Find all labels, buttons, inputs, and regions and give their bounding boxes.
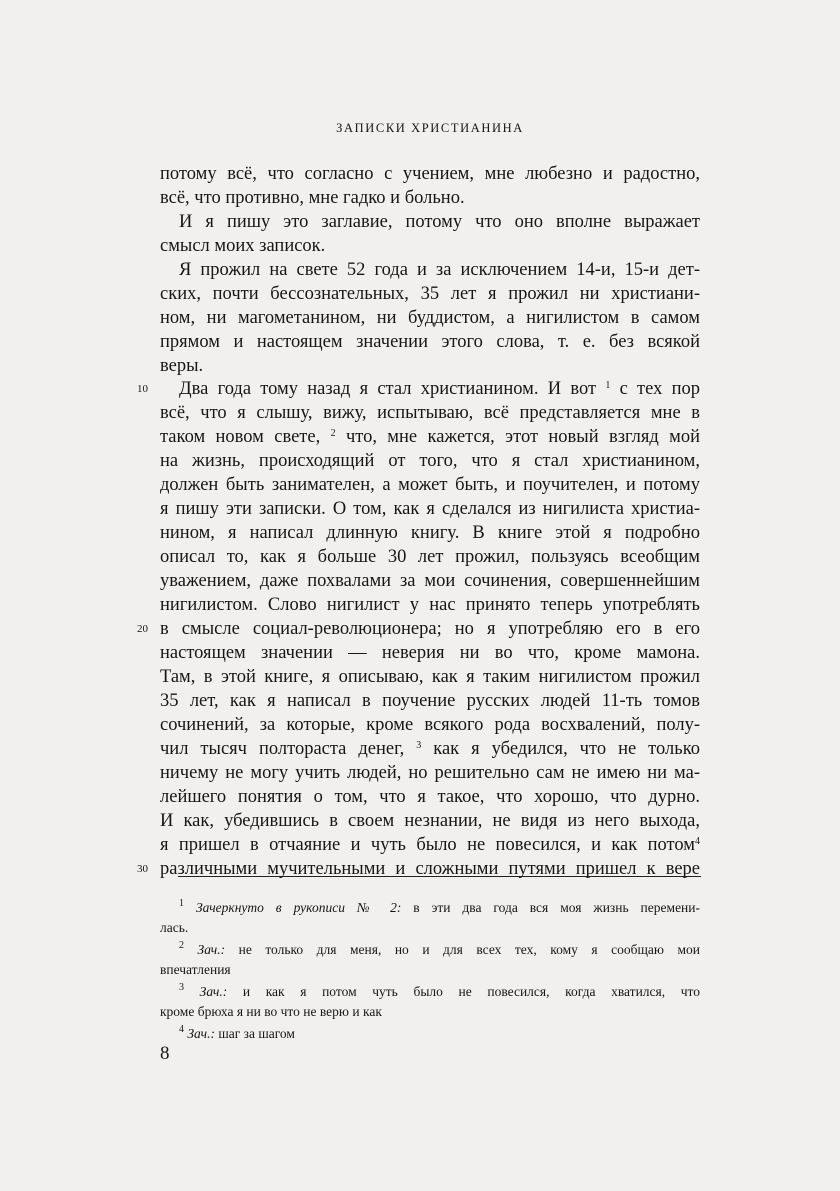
text-line: веры. — [160, 356, 204, 376]
line-number: 30 — [137, 863, 148, 875]
text-line: ских, почти бессознательных, 35 лет я прожил ни христиани- — [160, 284, 700, 304]
footnote-3-cont: кроме брюха я ни во что не верю и как — [160, 1004, 382, 1019]
text-line: на жизнь, происходящий от того, что я стал христианином, — [160, 451, 700, 471]
text-line: настоящем значении — неверия ни во что, кроме мамона. — [160, 643, 700, 663]
text-line: И я пишу это заглавие, потому что оно вполне выражает — [179, 212, 700, 232]
text-line: И как, убедившись в своем незнании, не видя из него выхода, — [160, 811, 700, 831]
line-number: 10 — [137, 383, 148, 395]
footnote-3: $^3$ Зач.: и как я потом чуть было не повесился, когда хватился, что — [179, 982, 700, 999]
text-line: я пришел в отчаяние и чуть было не повесился, и как потом$^4$ — [160, 835, 700, 855]
footnote-ref: 4 — [695, 836, 700, 847]
text-line: Два года тому назад я стал христианином. И вот $^1$ с тех пор — [179, 379, 700, 399]
text-line: Там, в этой книге, я описываю, как я таким нигилистом прожил — [160, 667, 700, 687]
footnote-1: $^1$ Зачеркнуто в рукописи № 2: в эти два года вся моя жизнь перемени- — [179, 898, 700, 915]
text-line: нигилистом. Слово нигилист у нас принято теперь употреблять — [160, 595, 700, 615]
text-line: уважением, даже похвалами за мои сочинения, совершеннейшим — [160, 571, 700, 591]
text-line: ном, ни магометанином, ни буддистом, а нигилистом в самом — [160, 308, 700, 328]
text-line: чил тысяч полтораста денег, $^3$ как я убедился, что не только — [160, 739, 700, 759]
text-line: описал то, как я больше 30 лет прожил, пользуясь всеобщим — [160, 547, 700, 567]
text-line: потому всё, что согласно с учением, мне любезно и радостно, — [160, 164, 700, 184]
footnote-ref: 3 — [416, 740, 422, 751]
text-line: таком новом свете, $^2$ что, мне кажется, этот новый взгляд мой — [160, 427, 700, 447]
page-number: 8 — [160, 1043, 170, 1064]
text-line: различными мучительными и сложными путями пришел к вере — [160, 859, 700, 879]
footnote-1-cont: лась. — [160, 920, 189, 935]
text-line: Я прожил на свете 52 года и за исключением 14-и, 15-и дет- — [179, 260, 700, 280]
text-line: ничему не могу учить людей, но решительно сам не имею ни ма- — [160, 763, 700, 783]
line-number: 20 — [137, 623, 148, 635]
footnote-ref: 2 — [330, 428, 336, 439]
footnote-4: $^4$ Зач.: шаг за шагом — [179, 1024, 295, 1041]
running-head: ЗАПИСКИ ХРИСТИАНИНА — [336, 121, 524, 135]
text-line: 35 лет, как я написал в поучение русских людей 11-ть томов — [160, 691, 700, 711]
text-line: всё, что я слышу, вижу, испытываю, всё представляется мне в — [160, 403, 700, 423]
footnote-2-cont: впечатления — [160, 962, 231, 977]
footnote-divider — [178, 876, 701, 877]
text-line: всё, что противно, мне гадко и больно. — [160, 188, 465, 208]
text-line: я пишу эти записки. О том, как я сделался из нигилиста христиа- — [160, 499, 700, 519]
footnote-2: $^2$ Зач.: не только для меня, но и для всех тех, кому я сообщаю мои — [179, 940, 700, 957]
text-line: должен быть занимателен, а может быть, и поучителен, и потому — [160, 475, 700, 495]
text-line: лейшего понятия о том, что я такое, что хорошо, что дурно. — [160, 787, 700, 807]
footnote-ref: 1 — [605, 380, 611, 391]
text-line: смысл моих записок. — [160, 236, 326, 256]
text-line: нином, я написал длинную книгу. В книге этой я подробно — [160, 523, 700, 543]
text-line: в смысле социал-революционера; но я употребляю его в его — [160, 619, 700, 639]
text-line: прямом и настоящем значении этого слова, т. е. без всякой — [160, 332, 700, 352]
text-line: сочинений, за которые, кроме всякого рода восхвалений, полу- — [160, 715, 700, 735]
